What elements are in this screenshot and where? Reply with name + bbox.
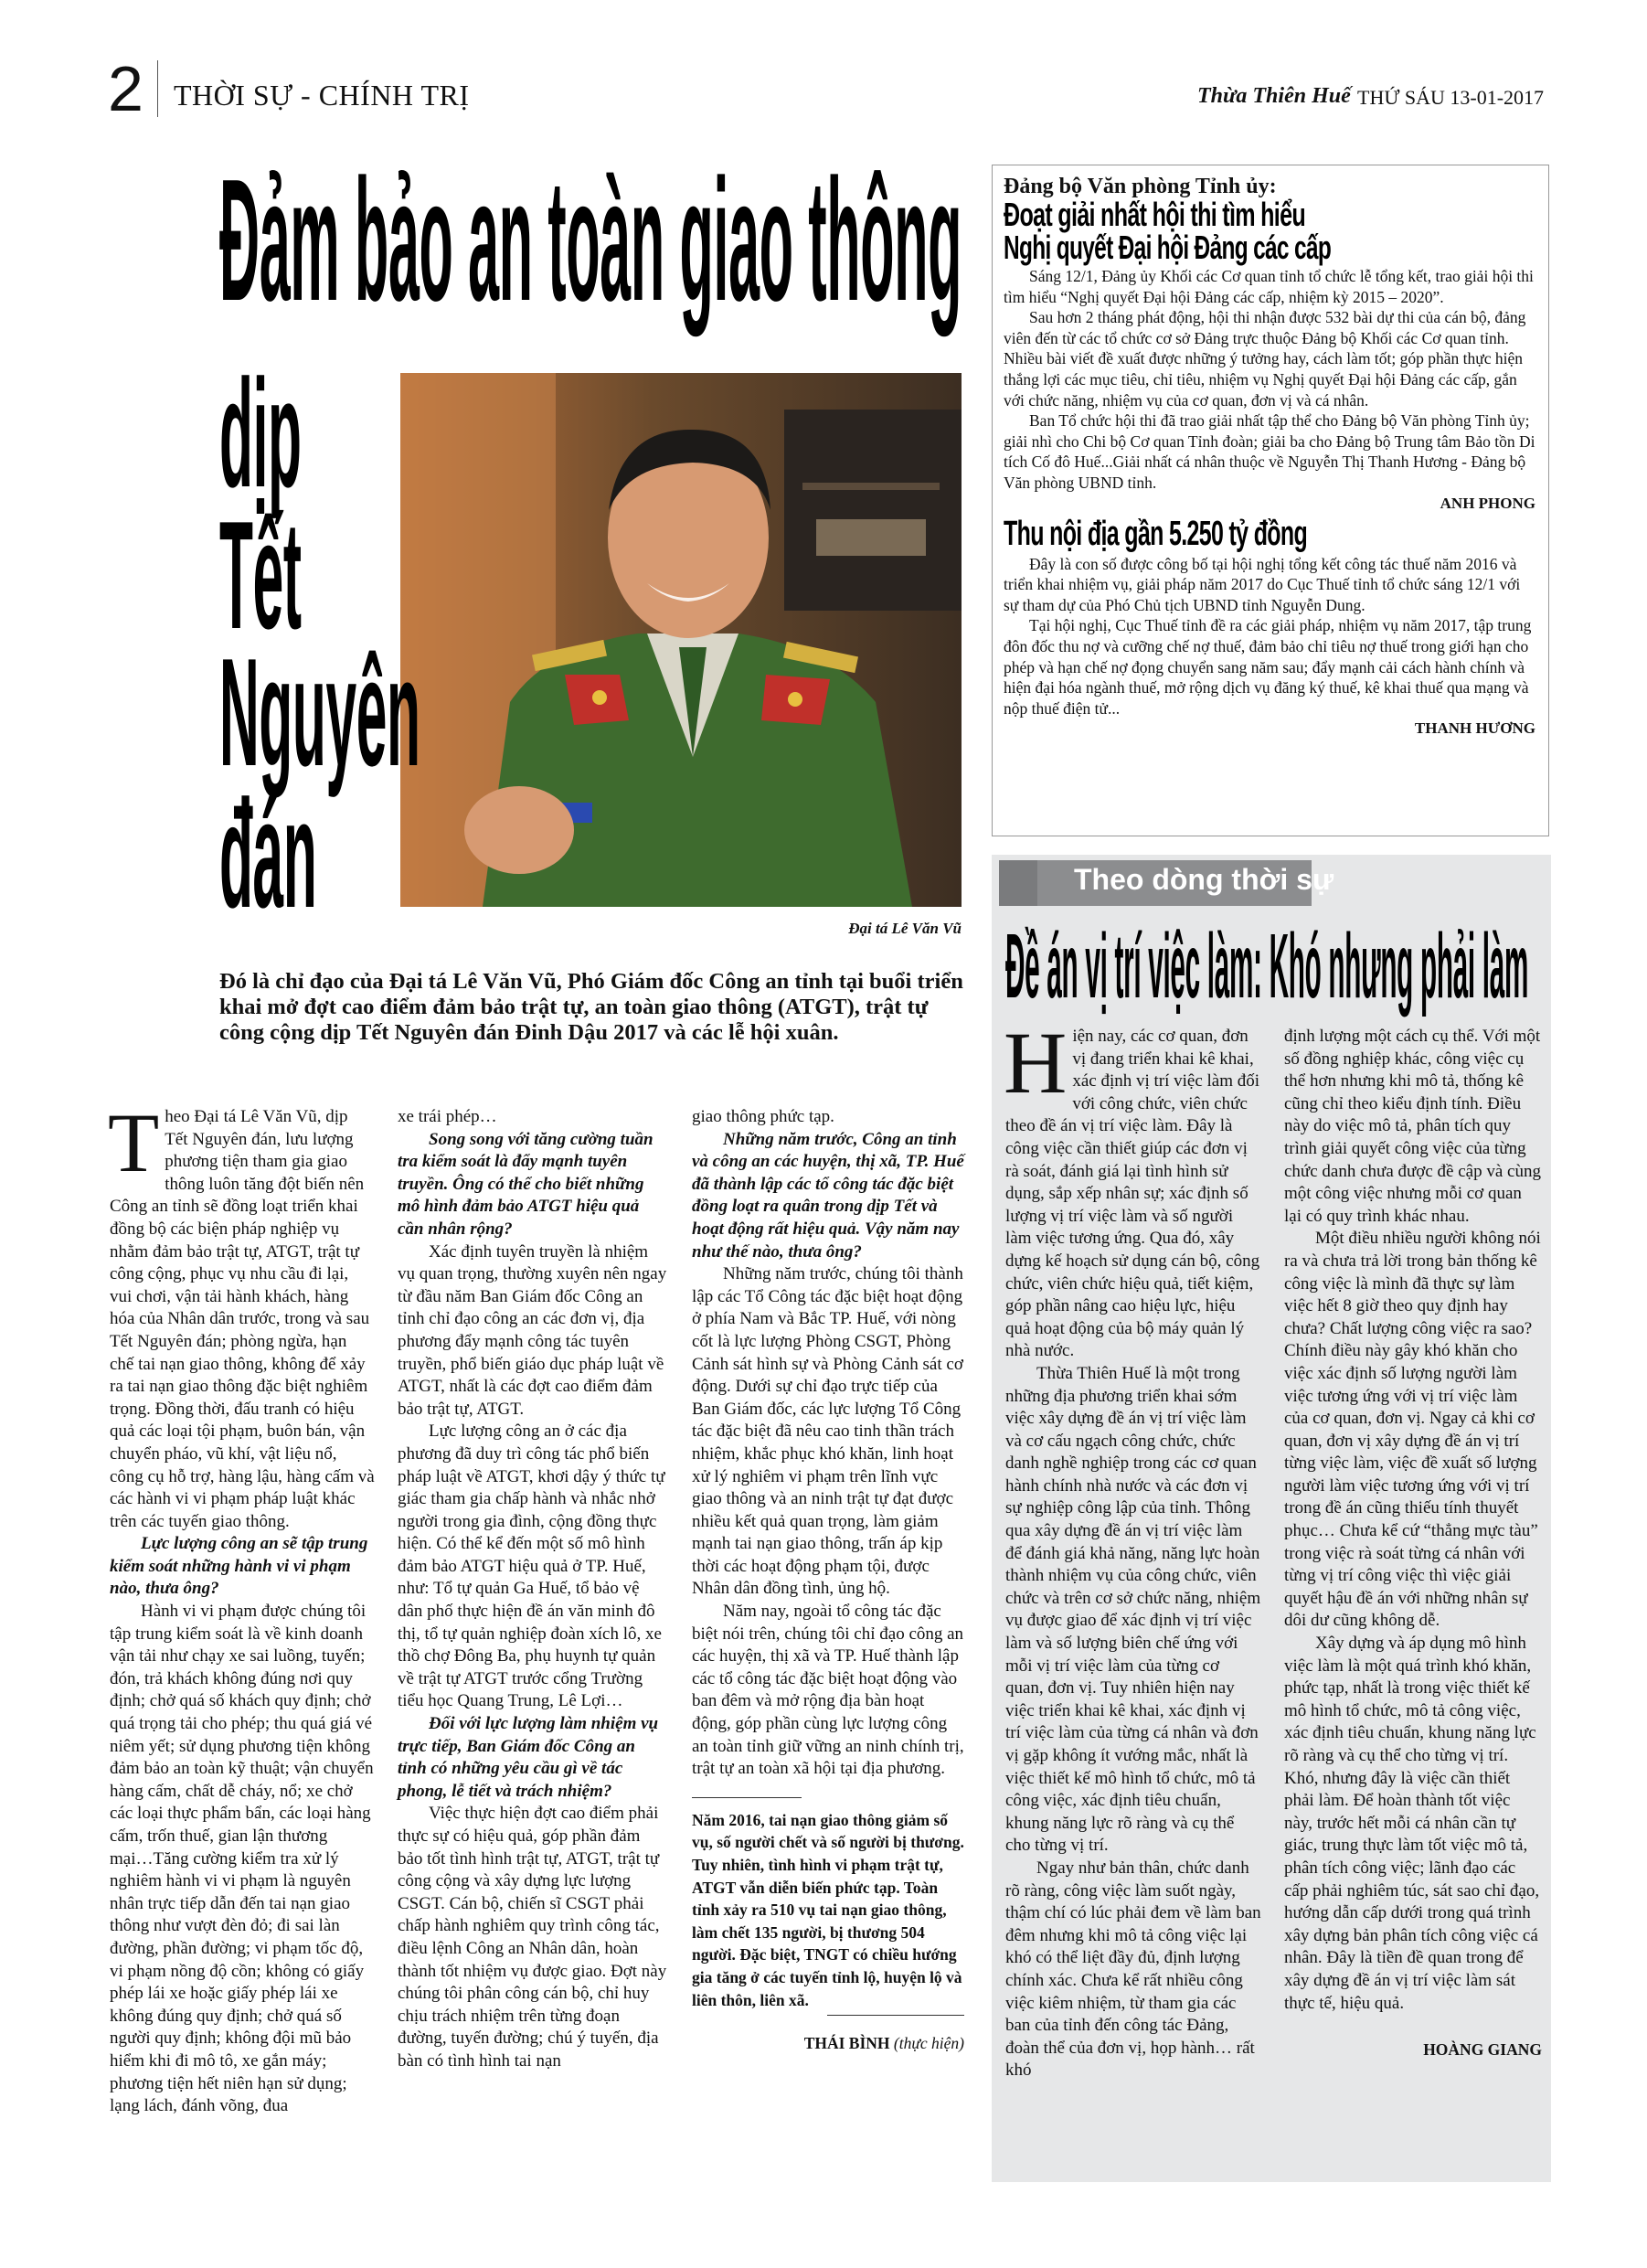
brief-paragraph: Tại hội nghị, Cục Thuế tỉnh đề ra các giải pháp, nhiệm vụ năm 2017, tập trung đôn đốc thu nợ và cưỡng chế nợ thuế, đảm bảo chỉ tiêu nợ thuế trong giới hạn cho phép và hạn chế nợ đọng chuyển sang năm sau; đẩy mạnh cải cách hành chính và hiện đại hóa ngành thuế, mở rộng dịch vụ đăng ký thuế, kê khai thuế qua mạng và nộp thuế điện tử... — [1004, 616, 1532, 718]
column-tag-accent — [999, 860, 1037, 906]
page-number: 2 — [108, 53, 143, 124]
newspaper-name: Thừa Thiên Huế — [1197, 84, 1351, 108]
body-paragraph: Một điều nhiều người không nói ra và chưa trả lời trong bản thống kê công việc là mình đã thực sự làm việc hết 8 giờ theo quy định hay chưa? Chất lượng công việc ra sao? Chính điều này gây khó khăn cho việc xác định số lượng người làm việc tương ứng với vị trí việc làm của cơ quan, đơn vị. Ngay cả khi cơ quan, đơn vị xây dựng đề án vị trí từng việc làm, việc đề xuất số lượng người làm việc tương ứng với vị trí trong đề án cũng thiếu tính thuyết phục… Chưa kể cứ “thẳng mực tàu” trong việc rà soát từng cá nhân với từng vị trí công việc thì việc giải quyết hậu đề án với những nhân sự dôi dư cũng không dễ. — [1284, 1229, 1541, 1631]
body-paragraph: Xác định tuyên truyền là nhiệm vụ quan trọng, thường xuyên nên ngay từ đầu năm Ban Giám đốc Công an tỉnh chỉ đạo công an các đơn vị, địa phương đẩy mạnh công tác tuyên truyền, phổ biến giáo dục pháp luật về ATGT, nhất là các đợt cao điểm đảm bảo trật tự, ATGT. — [398, 1241, 667, 1419]
brief-title: Thu nội địa gần 5.250 tỷ đồng — [1004, 514, 1308, 553]
news-brief-box — [992, 165, 1549, 836]
drop-cap: T — [108, 1096, 160, 1189]
author-byline: THÁI BÌNH (thực hiện) — [803, 2034, 964, 2053]
brief-title: Đoạt giải nhất hội thi tìm hiểu — [1004, 196, 1305, 233]
body-paragraph: xe trái phép… — [398, 1107, 497, 1126]
lead-paragraph: Đó là chỉ đạo của Đại tá Lê Văn Vũ, Phó Giám đốc Công an tỉnh tại buổi triển khai mở đợt cao điểm đảm bảo trật tự, an toàn giao thông (ATGT), trật tự công cộng dịp Tết Nguyên đán Đinh Dậu 2017 và các lễ hội xuân. — [219, 969, 963, 1045]
headline-word: dịp — [219, 347, 302, 519]
statistics-note: Năm 2016, tai nạn giao thông giảm số vụ, số người chết và số người bị thương. Tuy nhiên, tình hình vi phạm trật tự, ATGT vẫn diễn biến phức tạp. Toàn tỉnh xảy ra 510 vụ tai nạn giao thông, làm chết 135 người, bị thương 504 người. Đặc biệt, TNGT có chiều hướng gia tăng ở các tuyến tỉnh lộ, huyện lộ và liên thôn, liên xã. — [692, 1810, 964, 2009]
headline-word: đán — [219, 768, 317, 940]
article-column-2 — [398, 1106, 667, 2073]
header-divider — [157, 60, 158, 117]
interview-question: Những năm trước, Công an tỉnh và công an các huyện, thị xã, TP. Huế đã thành lập các tổ công tác đặc biệt đồng loạt ra quân trong dịp Tết và hoạt động rất hiệu quả. Vậy năm nay như thế nào, thưa ông? — [692, 1129, 964, 1262]
body-paragraph: Lực lượng công an ở các địa phương đã duy trì công tác phổ biến pháp luật về ATGT, khơi dậy ý thức tự giác tham gia chấp hành và nhắc nhở người trong gia đình, cộng đồng thực hiện. Có thể kể đến một số mô hình đảm bảo ATGT hiệu quả ở TP. Huế, như: Tổ tự quản Ga Huế, tổ bảo vệ dân phố thực hiện đề án văn minh đô thị, tổ tự quản nghiệp đoàn xích lô, xe thồ chợ Đông Ba, phụ huynh tự quản về trật tự ATGT trước cổng Trường tiểu học Quang Trung, Lê Lợi… — [398, 1421, 665, 1711]
interview-question: Đối với lực lượng làm nhiệm vụ trực tiếp, Ban Giám đốc Công an tỉnh có những yêu cầu gì về tác phong, lễ tiết và trách nhiệm? — [398, 1714, 659, 1801]
body-paragraph: Hiện nay, các cơ quan, đơn vị đang triển khai kê khai, xác định vị trí việc làm đối với công chức, viên chức theo đề án vị trí việc làm. Đây là công việc cần thiết giúp các đơn vị rà soát, đánh giá lại tình hình sử dụng, sắp xếp nhân sự; xác định số lượng vị trí việc làm và số người làm việc tương ứng. Qua đó, xây dựng kế hoạch sử dụng cán bộ, công chức, viên chức hiệu quả, tiết kiệm, góp phần nâng cao hiệu lực, hiệu quả hoạt động của bộ máy quản lý nhà nước. — [1004, 1014, 1260, 1361]
column-tag-label: Theo dòng thời sự — [1074, 863, 1334, 896]
article-column-3 — [692, 1106, 964, 2055]
brief-byline: ANH PHONG — [1440, 494, 1535, 512]
interview-question: Song song với tăng cường tuần tra kiểm soát là đẩy mạnh tuyên truyền. Ông có thể cho biết những mô hình đảm bảo ATGT hiệu quả cần nhân rộng? — [398, 1129, 653, 1239]
body-paragraph: giao thông phức tạp. — [692, 1107, 834, 1126]
feature-column-2 — [1284, 1026, 1542, 2061]
main-headline — [219, 144, 962, 337]
headline-text: Đảm bảo an toàn giao thông — [219, 144, 962, 337]
section-title: THỜI SỰ - CHÍNH TRỊ — [174, 79, 470, 112]
photo-caption: Đại tá Lê Văn Vũ — [848, 920, 962, 937]
body-paragraph: Thừa Thiên Huế là một trong những địa phương triển khai sớm việc xây dựng đề án vị trí việc làm và cơ cấu ngạch công chức, chức danh nghề nghiệp trong các cơ quan hành chính nhà nước và các đơn vị sự nghiệp công lập của tỉnh. Thông qua xây dựng đề án vị trí việc làm để đánh giá khả năng, năng lực hoàn thành nhiệm vụ của công chức, viên chức và trên cơ sở chức năng, nhiệm vụ được giao để xác định vị trí việc làm và số lượng biên chế ứng với mỗi vị trí việc làm của từng cơ quan, đơn vị. Tuy nhiên hiện nay việc triển khai kê khai, xác định vị trí việc làm của từng cá nhân và đơn vị gặp không ít vướng mắc, nhất là việc thiết kế mô hình tổ chức, mô tả công việc, xác định tiêu chuẩn, khung năng lực rõ ràng và cụ thể cho từng vị trí. — [1005, 1363, 1261, 1856]
note-divider — [827, 2015, 964, 2016]
headline-word: Nguyên — [219, 626, 420, 798]
article-column-1 — [108, 1096, 375, 2118]
body-paragraph: định lượng một cách cụ thể. Với một số đồng nghiệp khác, công việc cụ thể hơn nhưng khi mô tả, thống kê cũng chỉ theo kiểu định tính. Điều này do việc mô tả, phân tích quy trình giải quyết công việc của từng chức danh chưa được đề cập và cùng một công việc nhưng mỗi cơ quan lại có quy trình khác nhau. — [1284, 1027, 1541, 1226]
body-paragraph: Những năm trước, chúng tôi thành lập các Tổ Công tác đặc biệt hoạt động ở phía Nam và Bắc TP. Huế, với nòng cốt là lực lượng Phòng CSGT, Phòng Cảnh sát hình sự và Phòng Cảnh sát cơ động. Dưới sự chỉ đạo trực tiếp của Ban Giám đốc, các lực lượng Tổ Công tác đặc biệt đã nêu cao tinh thần trách nhiệm, khắc phục khó khăn, linh hoạt xử lý nghiêm vi phạm trên lĩnh vực giao thông và an ninh trật tự đạt được nhiều kết quả quan trọng, làm giảm mạnh tai nạn giao thông, trấn áp kịp thời các hoạt động phạm tội, được Nhân dân đồng tình, ủng hộ. — [692, 1264, 963, 1599]
author-byline: HOÀNG GIANG — [1423, 2040, 1542, 2060]
feature-column-1 — [1004, 1014, 1261, 2082]
brief-paragraph: Ban Tổ chức hội thi đã trao giải nhất tập thể cho Đảng bộ Văn phòng Tỉnh ủy; giải nhì cho Chi bộ Cơ quan Tỉnh đoàn; giải ba cho Đảng bộ Trung tâm Bảo tồn Di tích Cố đô Huế...Giải nhất cá nhân thuộc về Nguyễn Thị Thanh Hương - Đảng bộ Văn phòng UBND tỉnh. — [1004, 411, 1535, 492]
body-paragraph: Năm nay, ngoài tổ công tác đặc biệt nói trên, chúng tôi chỉ đạo công an các huyện, thị xã và TP. Huế thành lập các tổ công tác đặc biệt hoạt động vào ban đêm và mở rộng địa bàn hoạt động, góp phần cùng lực lượng công an toàn tỉnh giữ vững an ninh chính trị, trật tự an toàn xã hội tại địa phương. — [692, 1602, 964, 1779]
brief-kicker: Đảng bộ Văn phòng Tỉnh ủy: — [1004, 175, 1277, 198]
brief-paragraph: Đây là con số được công bố tại hội nghị tổng kết công tác thuế năm 2016 và triển khai nhiệm vụ, giải pháp năm 2017 do Cục Thuế tỉnh tổ chức sáng 12/1 với sự tham dự của Phó Chủ tịch UBND tỉnh Nguyễn Dung. — [1004, 554, 1521, 614]
interview-question: Lực lượng công an sẽ tập trung kiểm soát những hành vi vi phạm nào, thưa ông? — [110, 1534, 368, 1599]
note-divider — [692, 1797, 802, 1798]
body-paragraph: Việc thực hiện đợt cao điểm phải thực sự có hiệu quả, góp phần đảm bảo tốt tình hình trật tự, ATGT, trật tự công cộng và xây dựng lực lượng CSGT. Cán bộ, chiến sĩ CSGT phải chấp hành nghiêm quy trình công tác, điều lệnh Công an Nhân dân, hoàn thành tốt nhiệm vụ được giao. Đợt này chúng tôi phân công cán bộ, chỉ huy chịu trách nhiệm trên từng đoạn đường, tuyến đường; chú ý tuyến, địa bàn có tình hình tai nạn — [398, 1804, 667, 2071]
brief-byline: THANH HƯƠNG — [1414, 719, 1535, 738]
brief-paragraph: Sáng 12/1, Đảng ủy Khối các Cơ quan tỉnh tổ chức lễ tổng kết, trao giải hội thi tìm hiểu “Nghị quyết Đại hội Đảng các cấp, nhiệm kỳ 2015 – 2020”. — [1004, 267, 1534, 306]
headline-word: Tết — [219, 489, 302, 661]
body-paragraph: Theo Đại tá Lê Văn Vũ, dịp Tết Nguyên đán, lưu lượng phương tiện tham gia giao thông luôn tăng đột biến nên Công an tỉnh sẽ đồng loạt triển khai đồng bộ các biện pháp nghiệp vụ nhằm đảm bảo trật tự, ATGT, trật tự công cộng, phục vụ nhu cầu đi lại, vui chơi, vận tải hành khách, hàng hóa của Nhân dân trước, trong và sau Tết Nguyên đán; phòng ngừa, hạn chế tai nạn giao thông, không để xảy ra tai nạn giao thông đặc biệt nghiêm trọng. Đồng thời, đấu tranh có hiệu quả các loại tội phạm, buôn bán, vận chuyển pháo, vũ khí, vật liệu nổ, công cụ hỗ trợ, hàng lậu, hàng cấm và các hành vi vi phạm pháp luật khác trên các tuyến giao thông. — [108, 1096, 375, 1531]
body-paragraph: Xây dựng và áp dụng mô hình việc làm là một quá trình khó khăn, phức tạp, nhất là trong việc thiết kế mô hình tổ chức, mô tả công việc, xác định tiêu chuẩn, khung năng lực rõ ràng và cụ thể cho từng vị trí. Khó, nhưng đây là việc cần thiết phải làm. Để hoàn thành tốt việc này, trước hết mỗi cá nhân cần tự giác, trung thực làm tốt việc mô tả, phân tích công việc; lãnh đạo các cấp phải nghiêm túc, sát sao chỉ đạo, hướng dẫn cấp dưới trong quá trình xây dựng bản phân tích công việc cá nhân. Đây là tiền đề quan trong để xây dựng đề án vị trí việc làm sát thực tế, hiệu quả. — [1284, 1634, 1540, 2013]
brief-paragraph: Sau hơn 2 tháng phát động, hội thi nhận được 532 bài dự thi của cán bộ, đảng viên đến từ các tổ chức cơ sở Đảng trực thuộc Đảng bộ Khối các Cơ quan tỉnh. Nhiều bài viết đề xuất được những ý tưởng hay, cách làm tốt; góp phần thực hiện thắng lợi các mục tiêu, chỉ tiêu, nhiệm vụ Nghị quyết Đại hội Đảng các cấp, gắn với chức năng, nhiệm vụ của cơ quan, đơn vị và cá nhân. — [1004, 308, 1526, 410]
drop-cap: H — [1004, 1014, 1068, 1112]
body-paragraph: Hành vi vi phạm được chúng tôi tập trung kiểm soát là về kinh doanh vận tải như chạy xe sai luồng, tuyến; đón, trả khách không đúng nơi quy định; chở quá số khách quy định; chở quá trọng tải cho phép; thu quá giá vé niêm yết; sử dụng phương tiện không đảm bảo an toàn kỹ thuật; vận chuyển hàng cấm, chất dễ cháy, nổ; xe chở các loại thực phẩm bẩn, các loại hàng cấm, trốn thuế, gian lận thương mại…Tăng cường kiểm tra xử lý nghiêm hành vi vi phạm là nguyên nhân trực tiếp dẫn đến tai nạn giao thông như vượt đèn đỏ; đi sai làn đường, phần đường; vi phạm tốc độ, vi phạm nồng độ cồn; không có giấy phép lái xe hoặc giấy phép lái xe không đúng quy định; chở quá số người quy định; không đội mũ bảo hiểm khi đi mô tô, xe gắn máy; phương tiện hết niên hạn sử dụng; lạng lách, đánh võng, đua — [110, 1602, 374, 2116]
brief-title: Nghị quyết Đại hội Đảng các cấp — [1004, 229, 1332, 266]
feature-headline: Đề án vị trí việc làm: Khó nhưng phải làm — [1005, 915, 1529, 1017]
issue-date: THỨ SÁU 13-01-2017 — [1357, 86, 1545, 109]
body-paragraph: Ngay như bản thân, chức danh rõ ràng, công việc làm suốt ngày, thậm chí có lúc phải đem về làm ban đêm nhưng khi mô tả công việc lại khó có thể liệt đầy đủ, định lượng chính xác. Chưa kể rất nhiều công việc kiêm nhiệm, từ tham gia các ban của tỉnh đến công tác Đảng, đoàn thể của đơn vị, họp hành… rất khó — [1005, 1858, 1261, 2081]
